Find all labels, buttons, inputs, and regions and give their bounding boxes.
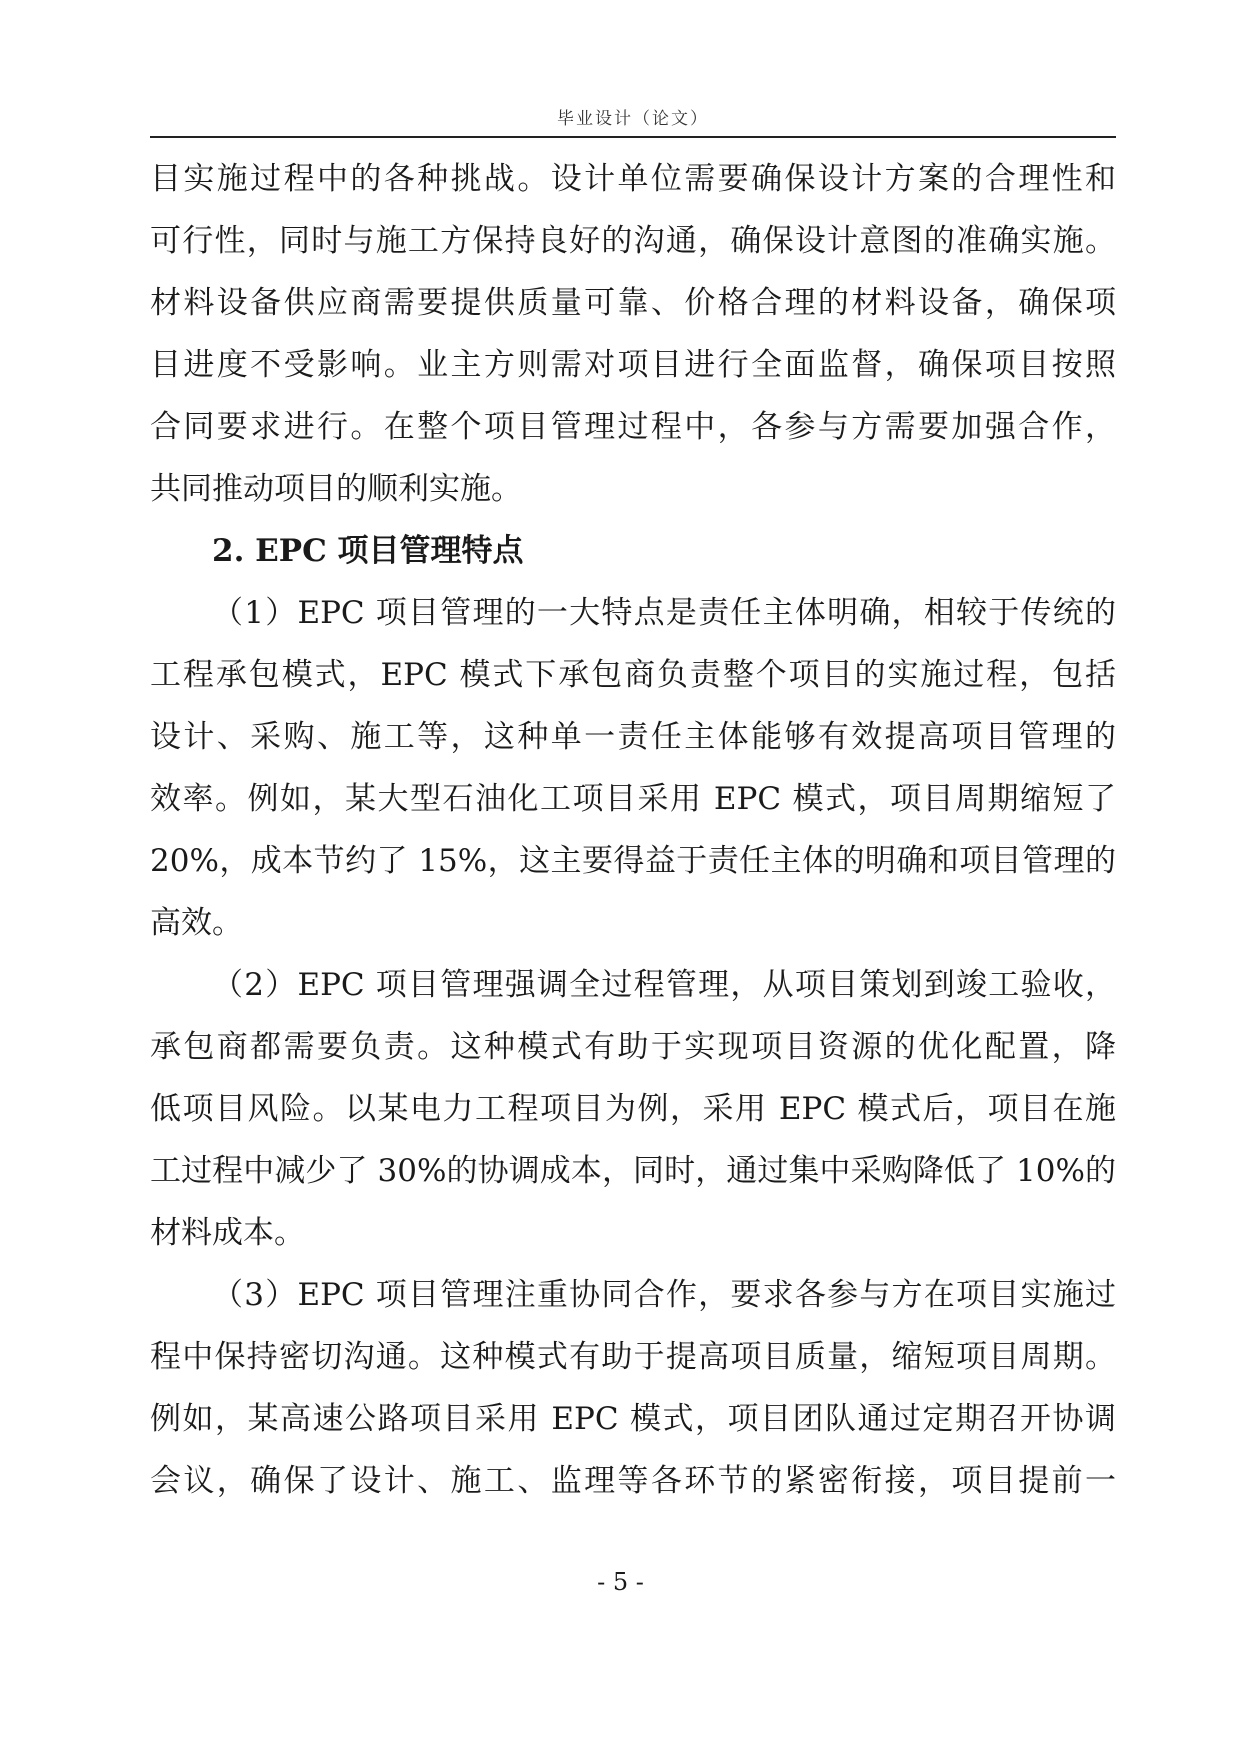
text-line: 工程承包模式，EPC 模式下承包商负责整个项目的实施过程，包括 [150,657,1116,693]
page-body [150,148,1116,1512]
text-line: 目实施过程中的各种挑战。设计单位需要确保设计方案的合理性和 [150,161,1116,197]
text-line: 可行性，同时与施工方保持良好的沟通，确保设计意图的准确实施。 [150,223,1116,259]
text-line: 承包商都需要负责。这种模式有助于实现项目资源的优化配置，降 [150,1029,1116,1065]
text-line: 例如，某高速公路项目采用 EPC 模式，项目团队通过定期召开协调 [150,1401,1116,1437]
text-line: 合同要求进行。在整个项目管理过程中，各参与方需要加强合作， [150,409,1116,445]
text-line: 低项目风险。以某电力工程项目为例，采用 EPC 模式后，项目在施 [150,1091,1116,1127]
text-line: 会议，确保了设计、施工、监理等各环节的紧密衔接，项目提前一 [150,1463,1116,1499]
page-header-title: 毕业设计（论文） [557,109,709,129]
text-line: 材料设备供应商需要提供质量可靠、价格合理的材料设备，确保项 [150,285,1116,321]
header-divider [150,136,1116,138]
text-line: 高效。 [150,905,243,941]
text-line: 目进度不受影响。业主方则需对项目进行全面监督，确保项目按照 [150,347,1116,383]
text-line: 程中保持密切沟通。这种模式有助于提高项目质量，缩短项目周期。 [150,1339,1116,1375]
text-line: 共同推动项目的顺利实施。 [150,471,522,507]
page-number: - 5 - [597,1568,644,1596]
text-line: 效率。例如，某大型石油化工项目采用 EPC 模式，项目周期缩短了 [150,781,1116,817]
text-line: 20%，成本节约了 15%，这主要得益于责任主体的明确和项目管理的 [150,843,1116,879]
text-line: 工过程中减少了 30%的协调成本，同时，通过集中采购降低了 10%的 [150,1153,1116,1189]
section-heading: 2. EPC 项目管理特点 [212,533,524,569]
text-line: （2）EPC 项目管理强调全过程管理，从项目策划到竣工验收， [212,967,1116,1003]
text-line: 材料成本。 [150,1215,305,1251]
text-line: 设计、采购、施工等，这种单一责任主体能够有效提高项目管理的 [150,719,1116,755]
text-line: （1）EPC 项目管理的一大特点是责任主体明确，相较于传统的 [212,595,1116,631]
text-line: （3）EPC 项目管理注重协同合作，要求各参与方在项目实施过 [212,1277,1116,1313]
